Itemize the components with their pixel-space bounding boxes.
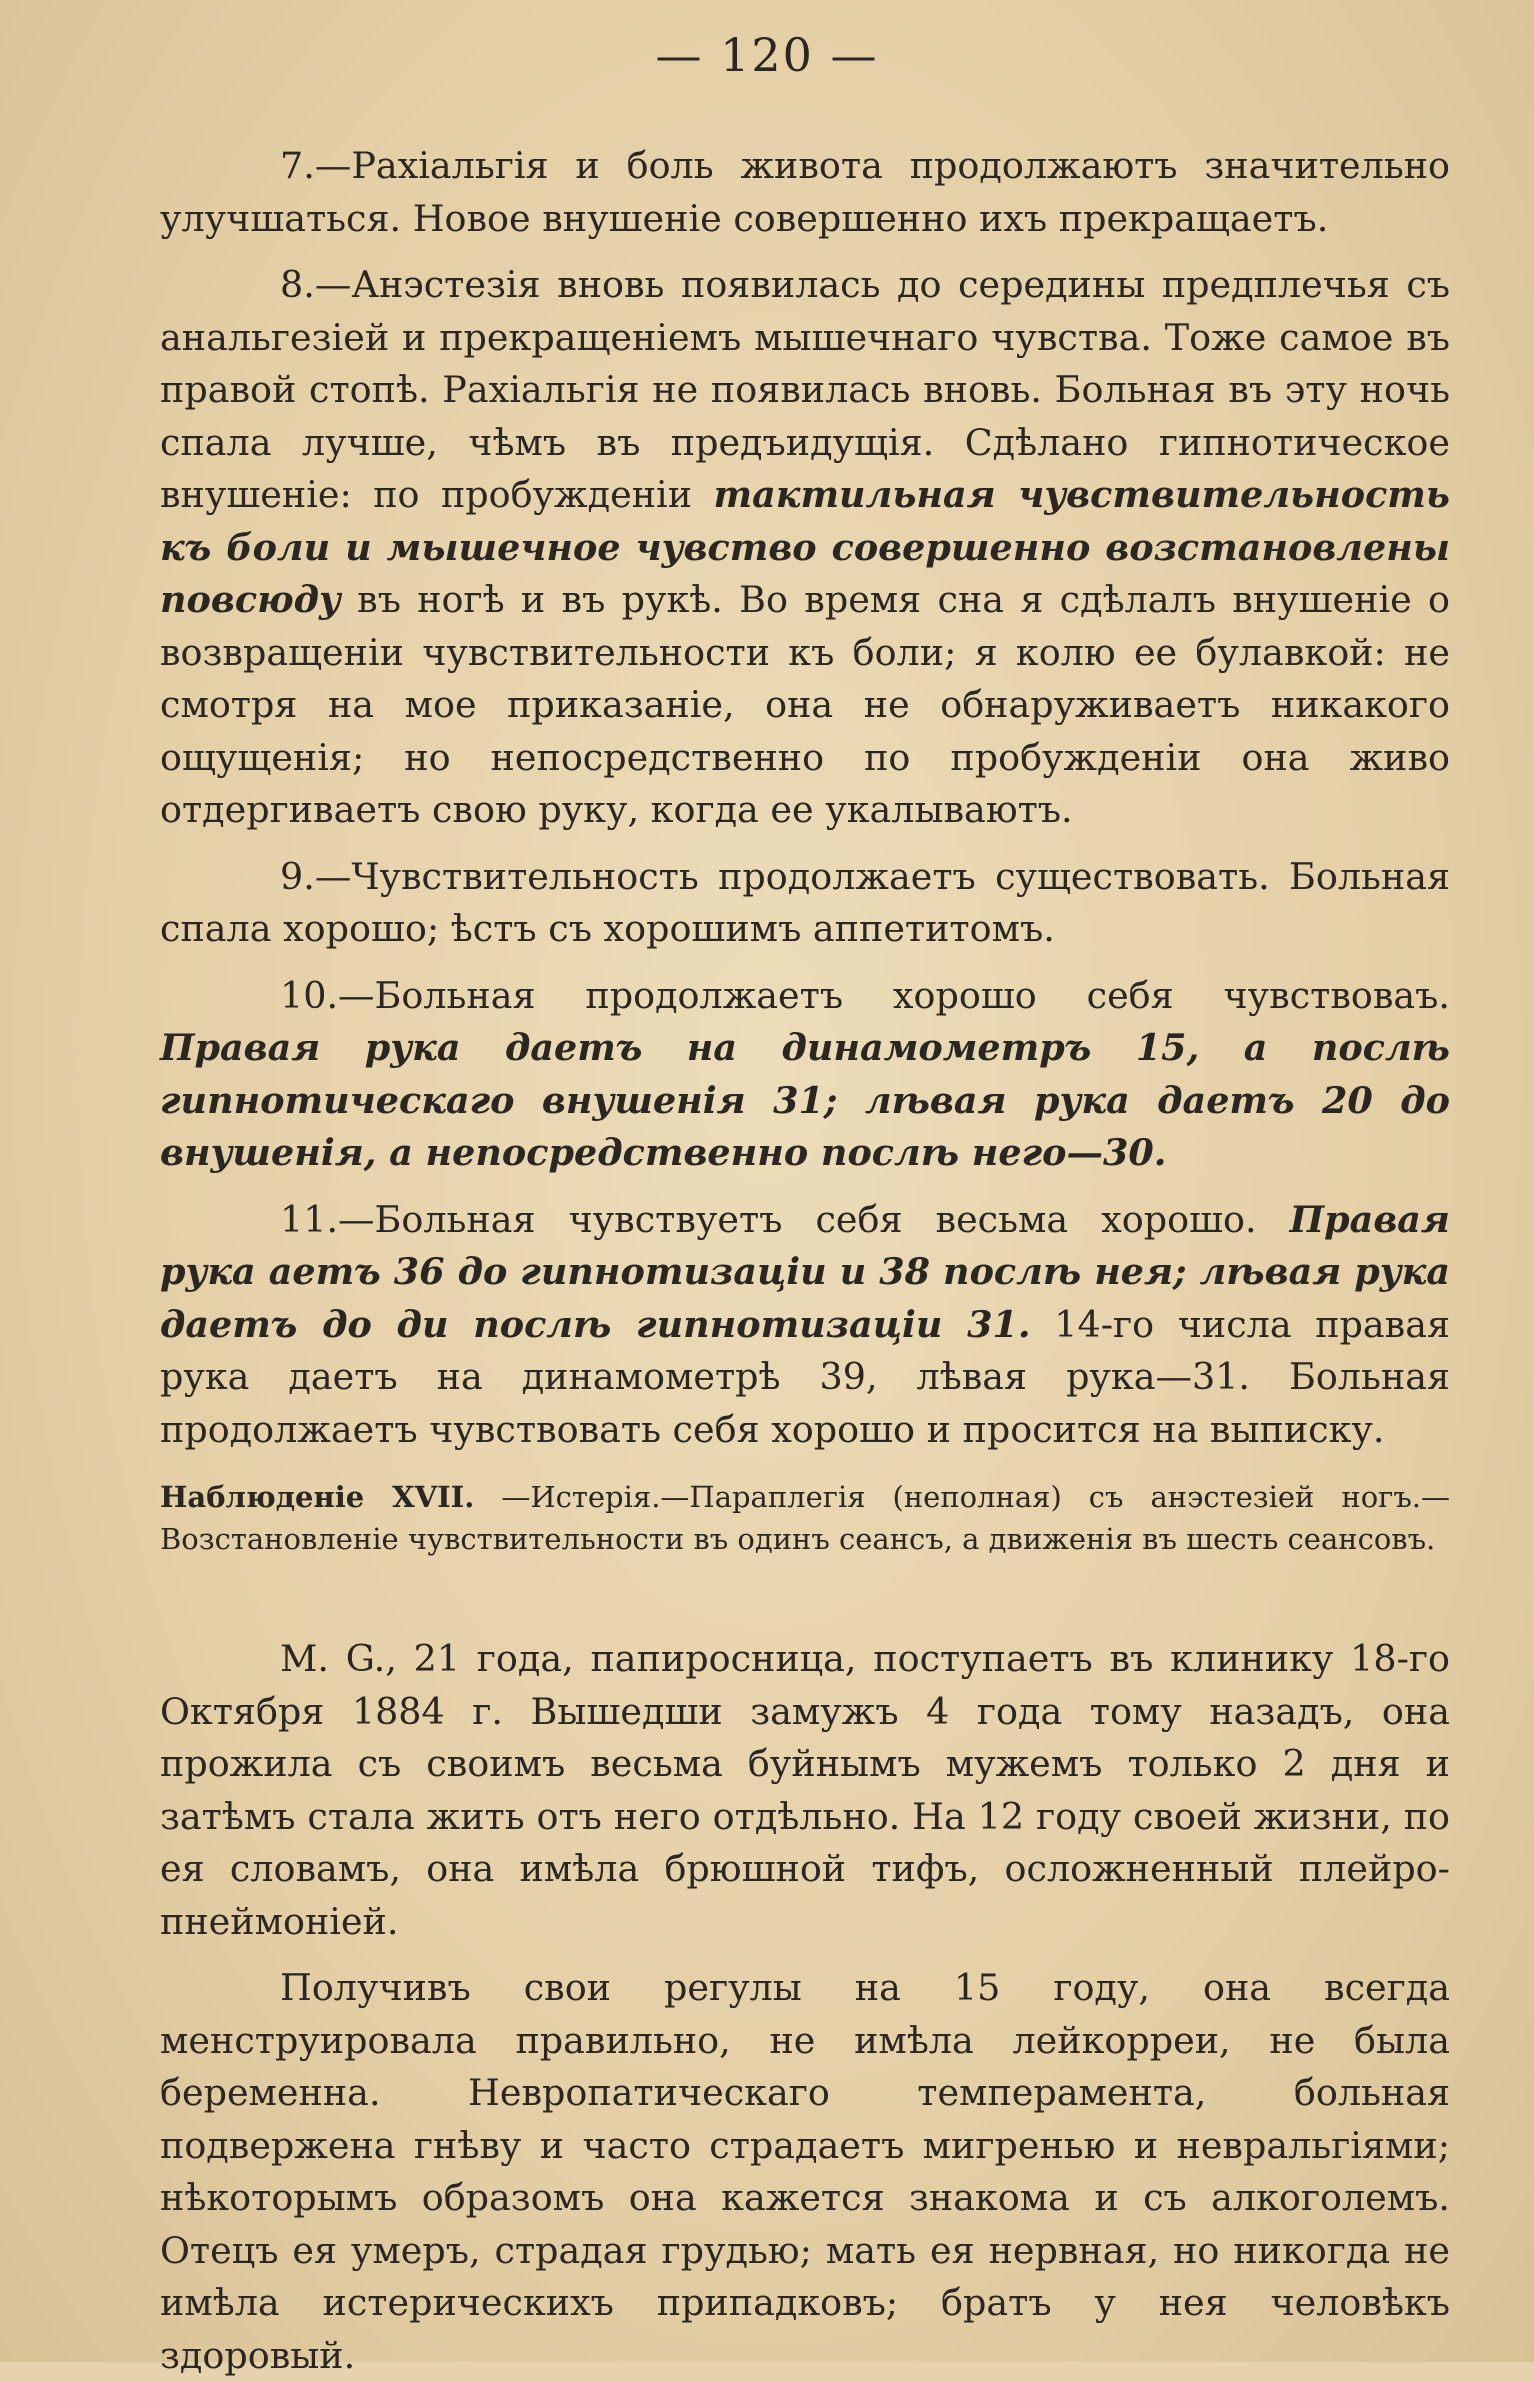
paragraph <box>160 1962 1450 2382</box>
paragraph <box>160 259 1450 837</box>
observation-label: Наблюденіе XVII. <box>160 1480 475 1514</box>
text-run: Получивъ свои регулы на 15 году, она всегда менструировала правильно, не имѣла лейкорреи, не была беременна. Невропатическаго темперамента, больная подвержена гнѣву и часто страдаетъ мигренью и невральгіями; нѣкоторымъ образомъ она кажется знакома и съ алкоголемъ. Отецъ ея умеръ, страдая грудью; мать ея нервная, но никогда не имѣла истерическихъ припадковъ; братъ у нея человѣкъ здоровый. <box>160 1966 1450 2377</box>
text-block-top <box>160 140 1450 1456</box>
paragraph <box>160 1194 1450 1457</box>
observation-heading <box>160 1476 1450 1560</box>
page-number: — 120 — <box>655 28 879 82</box>
paragraph <box>160 970 1450 1180</box>
italic-text: Правая рука даетъ на динамометръ 15, а послѣ гипнотическаго внушенія 31; лѣвая рука даетъ 20 до внушенія, а непосредственно послѣ него—30. <box>160 1026 1450 1174</box>
text-run: 8.—Анэстезія вновь появилась до середины предплечья съ анальгезіей и прекращеніемъ мышечнаго чувства. Тоже самое въ правой стопѣ. Рахіальгія не появилась вновь. Больная въ эту ночь спала лучше, чѣмъ въ предъидущія. Сдѣлано гипнотическое внушеніе: по пробужденіи <box>160 263 1450 516</box>
text-run: 14-го числа правая рука даетъ на динамометрѣ 39, лѣвая рука—31. Больная продолжаетъ чувствовать себя хорошо и просится на выписку. <box>160 1302 1450 1451</box>
text-block-bottom <box>160 1633 1450 2382</box>
observation-title: —Истерія.—Параплегія (неполная) съ анэстезіей ногъ.—Возстановленіе чувствительности въ одинъ сеансъ, а движенія въ шесть сеансовъ. <box>160 1480 1451 1556</box>
paragraph <box>160 140 1450 245</box>
paragraph <box>160 851 1450 956</box>
text-run: 10.—Больная продолжаетъ хорошо себя чувствоваъ. <box>280 973 1450 1017</box>
paragraph <box>160 1633 1450 1948</box>
text-run: въ ногѣ и въ рукѣ. Во время сна я сдѣлалъ внушеніе о возвращеніи чувствительности къ боли; я колю ее булавкой: не смотря на мое приказаніе, она не обнаруживаетъ никакого ощущенія; но непосредственно по пробужденіи она живо отдергиваетъ свою руку, когда ее укалываютъ. <box>160 578 1450 831</box>
text-run: 11.—Больная чувствуетъ себя весьма хорошо. <box>280 1197 1290 1241</box>
text-run: M. G., 21 года, папиросница, поступаетъ въ клинику 18-го Октября 1884 г. Вышедши замужъ 4 года тому назадъ, она прожила съ своимъ весьма буйнымъ мужемъ только 2 дня и затѣмъ стала жить отъ него отдѣльно. На 12 году своей жизни, по ея словамъ, она имѣла брюшной тифъ, осложненный плейро-пнеймоніей. <box>160 1637 1450 1943</box>
italic-text: тактильная чувствительность къ боли и мышечное чувство совершенно возстановлены повсюду <box>160 473 1450 621</box>
text-run: 9.—Чувствительность продолжаетъ существовать. Больная спала хорошо; ѣстъ съ хорошимъ аппетитомъ. <box>160 854 1450 950</box>
italic-text: Правая рука аетъ 36 до гипнотизаціи и 38 послѣ нея; лѣвая рука даетъ до ди послѣ гипнотизаціи 31. <box>160 1197 1450 1346</box>
text-run: 7.—Рахіальгія и боль живота продолжаютъ значительно улучшаться. Новое внушеніе совершенно ихъ прекращаетъ. <box>160 144 1450 240</box>
